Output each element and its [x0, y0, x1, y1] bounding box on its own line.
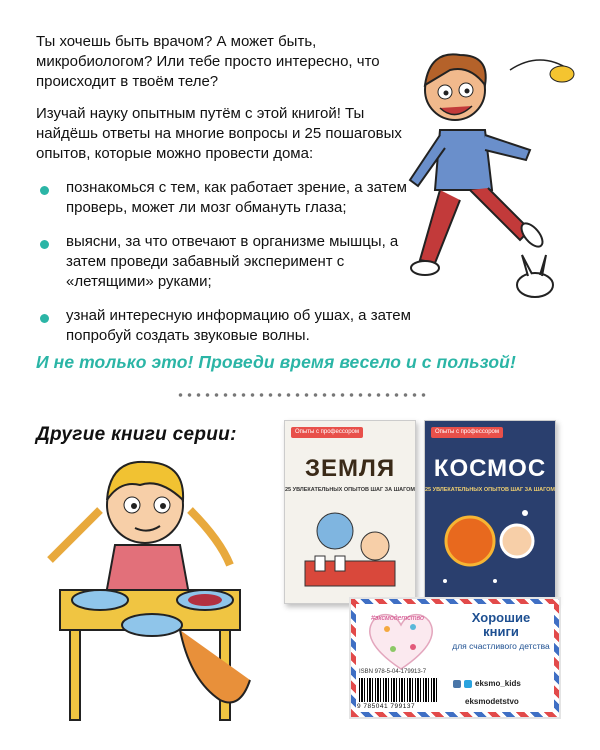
telegram-icon: [464, 680, 472, 688]
intro-text: [36, 32, 416, 176]
tagline: Хорошие книги для счастливого детства: [452, 610, 550, 651]
slogan: И не только это! Проведи время весело и с пользой!: [36, 352, 516, 372]
bullet-dot-icon: [40, 314, 49, 323]
bullet-dot-icon: [40, 186, 49, 195]
bullet-dot-icon: [40, 240, 49, 249]
intro-paragraph-2: Изучай науку опытным путём с этой книгой! Ты найдёшь ответы на многие вопросы и 25 пошаговых опытов, которые можно провести дома:: [36, 105, 402, 162]
book-title: КОСМОС: [433, 455, 547, 482]
series-title: Другие книги серии:: [36, 424, 237, 445]
book-cover-space[interactable]: [424, 420, 556, 604]
heart-hashtag: #эксмодетство: [371, 615, 424, 622]
vk-icon: [453, 680, 461, 688]
girl-illustration: [30, 450, 280, 740]
intro-paragraph-1: Ты хочешь быть врачом? А может быть, микробиологом? Или тебе просто интересно, что происходит в твоём теле?: [36, 33, 380, 90]
list-item: выясни, за что отвечают в организме мышцы, а затем проведи забавный эксперимент с «летящими» руками;: [36, 232, 416, 292]
barcode-number: 9 785041 799137: [357, 703, 416, 710]
isbn-text: ISBN 978-5-04-179913-7: [359, 669, 427, 675]
book-space-illustration: [435, 501, 545, 596]
running-boy-illustration: [400, 30, 600, 310]
series-badge: Опыты с профессором: [431, 427, 503, 438]
publisher-label: [349, 597, 561, 719]
book-subtitle: 25 УВЛЕКАТЕЛЬНЫХ ОПЫТОВ ШАГ ЗА ШАГОМ: [285, 487, 415, 493]
social-handle[interactable]: eksmo_kids: [453, 679, 521, 688]
list-item: узнай интересную информацию об ушах, а затем попробуй создать звуковые волны.: [36, 306, 416, 346]
book-cover-earth[interactable]: [284, 420, 416, 604]
book-subtitle: 25 УВЛЕКАТЕЛЬНЫХ ОПЫТОВ ШАГ ЗА ШАГОМ: [425, 487, 555, 493]
series-badge: Опыты с профессором: [291, 427, 363, 438]
book-title: ЗЕМЛЯ: [304, 455, 396, 482]
list-item: познакомься с тем, как работает зрение, а затем проверь, может ли мозг обмануть глаза;: [36, 178, 416, 218]
book-earth-illustration: [295, 501, 405, 596]
dotted-divider: [176, 392, 426, 398]
barcode: [359, 678, 439, 702]
website-text[interactable]: eksmodetstvo: [465, 697, 519, 706]
feature-list: [36, 178, 416, 360]
